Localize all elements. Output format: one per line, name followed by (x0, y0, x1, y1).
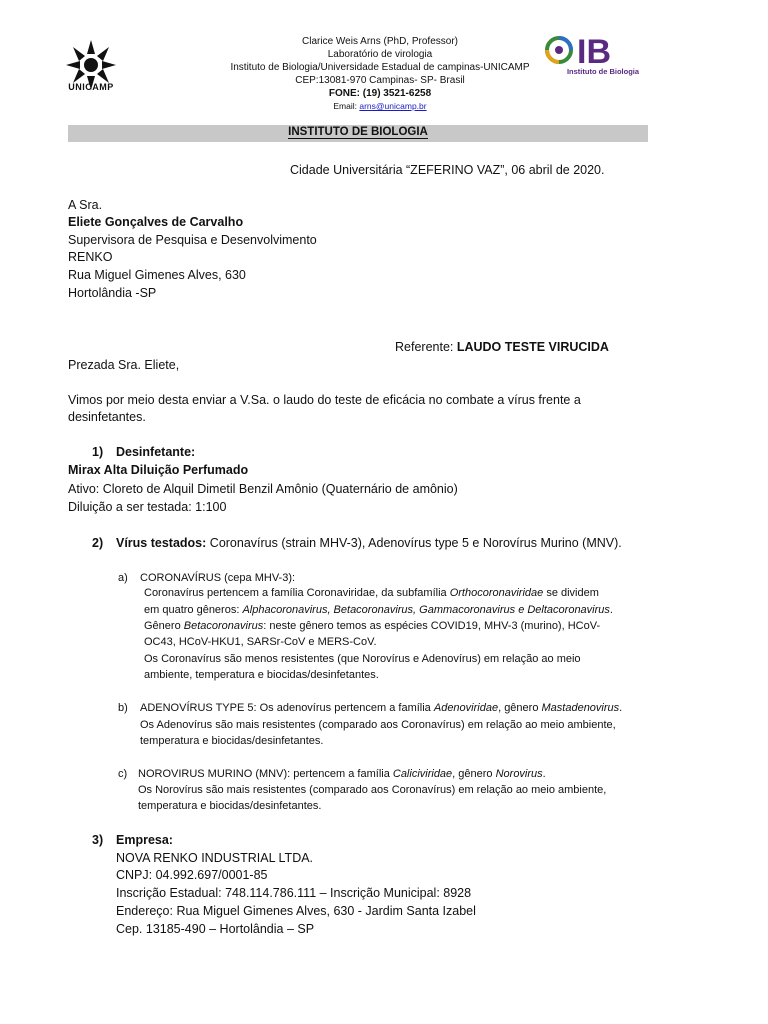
section1-number: 1) (92, 445, 104, 459)
intro-line-1: Vimos por meio desta enviar a V.Sa. o laudo do teste de eficácia no combate a vírus frente a (68, 393, 581, 407)
header-phone: FONE: (19) 3521-6258 (328, 88, 432, 99)
item-b-letter: b) (118, 702, 128, 714)
email-link[interactable]: arns@unicamp.br (359, 101, 427, 111)
section2-line: Vírus testados: Coronavírus (strain MHV-3), Adenovírus type 5 e Norovírus Murino (MNV). (116, 536, 622, 550)
item-b-line-1: ADENOVÍRUS TYPE 5: Os adenovírus pertencem a família Adenoviridae, gênero Mastadenovirus. (140, 702, 623, 714)
header-cep: CEP:13081-970 Campinas- SP- Brasil (295, 75, 465, 86)
section2-number: 2) (92, 536, 104, 550)
header-email-line (150, 100, 610, 113)
item-c-line-3: temperatura e biocidas/desinfetantes. (138, 800, 322, 812)
product-active: Ativo: Cloreto de Alquil Dimetil Benzil Amônio (Quaternário de amônio) (68, 482, 458, 496)
item-a-letter: a) (118, 572, 128, 584)
company-line-2: CNPJ: 04.992.697/0001-85 (116, 868, 268, 882)
recipient-name: Eliete Gonçalves de Carvalho (68, 215, 244, 229)
section3-number: 3) (92, 833, 104, 847)
ib-letters: IB (577, 33, 611, 71)
item-a-line-3: Gênero Betacoronavirus: neste gênero temos as espécies COVID19, MHV-3 (murino), HCoV- (144, 620, 601, 632)
section1-title: Desinfetante: (116, 445, 196, 459)
item-c-line-2: Os Norovírus são mais resistentes (comparado aos Coronavírus) em relação ao meio ambiente, (138, 784, 607, 796)
reference-line: Referente: LAUDO TESTE VIRUCIDA (395, 340, 609, 354)
item-b-line-3: temperatura e biocidas/desinfetantes. (140, 735, 324, 747)
company-line-1: NOVA RENKO INDUSTRIAL LTDA. (116, 851, 314, 865)
item-a-title: CORONAVÍRUS (cepa MHV-3): (140, 572, 296, 584)
item-c-letter: c) (118, 768, 128, 780)
unicamp-wordmark: UNICAMP (68, 82, 114, 92)
header-institution: Instituto de Biologia/Universidade Estadual de campinas-UNICAMP (230, 62, 530, 73)
ib-subtitle: Instituto de Biologia (566, 67, 640, 76)
header-lab: Laboratório de virologia (327, 49, 433, 60)
item-a-line-1: Coronavírus pertencem a família Coronaviridae, da subfamília Orthocoronaviridae se dividem (144, 587, 599, 599)
product-dilution: Diluição a ser testada: 1:100 (68, 500, 227, 514)
intro-line-2: desinfetantes. (68, 410, 146, 424)
item-a-line-6: ambiente, temperatura e biocidas/desinfetantes. (144, 669, 379, 681)
recipient-street: Rua Miguel Gimenes Alves, 630 (68, 268, 246, 282)
product-name: Mirax Alta Diluição Perfumado (68, 463, 249, 477)
date-line: Cidade Universitária “ZEFERINO VAZ”, 06 abril de 2020. (290, 163, 605, 177)
header-professor-name: Clarice Weis Arns (PhD, Professor) (302, 36, 458, 47)
recipient-role: Supervisora de Pesquisa e Desenvolvimento (68, 233, 317, 247)
company-line-5: Cep. 13185-490 – Hortolândia – SP (116, 922, 315, 936)
item-a-line-2: em quatro gêneros: Alphacoronavirus, Betacoronavirus, Gammacoronavirus e Deltacoronavirus. (144, 604, 613, 616)
institute-banner-label: INSTITUTO DE BIOLOGIA (288, 126, 428, 138)
greeting: Prezada Sra. Eliete, (68, 358, 180, 372)
item-a-line-5: Os Coronavírus são menos resistentes (que Norovírus e Adenovírus) em relação ao meio (144, 653, 581, 665)
institute-banner (68, 125, 648, 142)
email-label: Email: (333, 101, 360, 111)
company-line-4: Endereço: Rua Miguel Gimenes Alves, 630 - Jardim Santa Izabel (116, 904, 476, 918)
item-c-line-1: NOROVIRUS MURINO (MNV): pertencem a família Caliciviridae, gênero Norovirus. (138, 768, 546, 780)
section3-title: Empresa: (116, 833, 173, 847)
item-a-line-4: OC43, HCoV-HKU1, SARSr-CoV e MERS-CoV. (144, 636, 377, 648)
recipient-company: RENKO (68, 250, 113, 264)
recipient-city: Hortolândia -SP (68, 286, 157, 300)
recipient-salutation: A Sra. (68, 198, 103, 212)
item-b-line-2: Os Adenovírus são mais resistentes (comparado aos Coronavírus) em relação ao meio ambiente, (140, 719, 616, 731)
company-line-3: Inscrição Estadual: 748.114.786.111 – Inscrição Municipal: 8928 (116, 886, 472, 900)
